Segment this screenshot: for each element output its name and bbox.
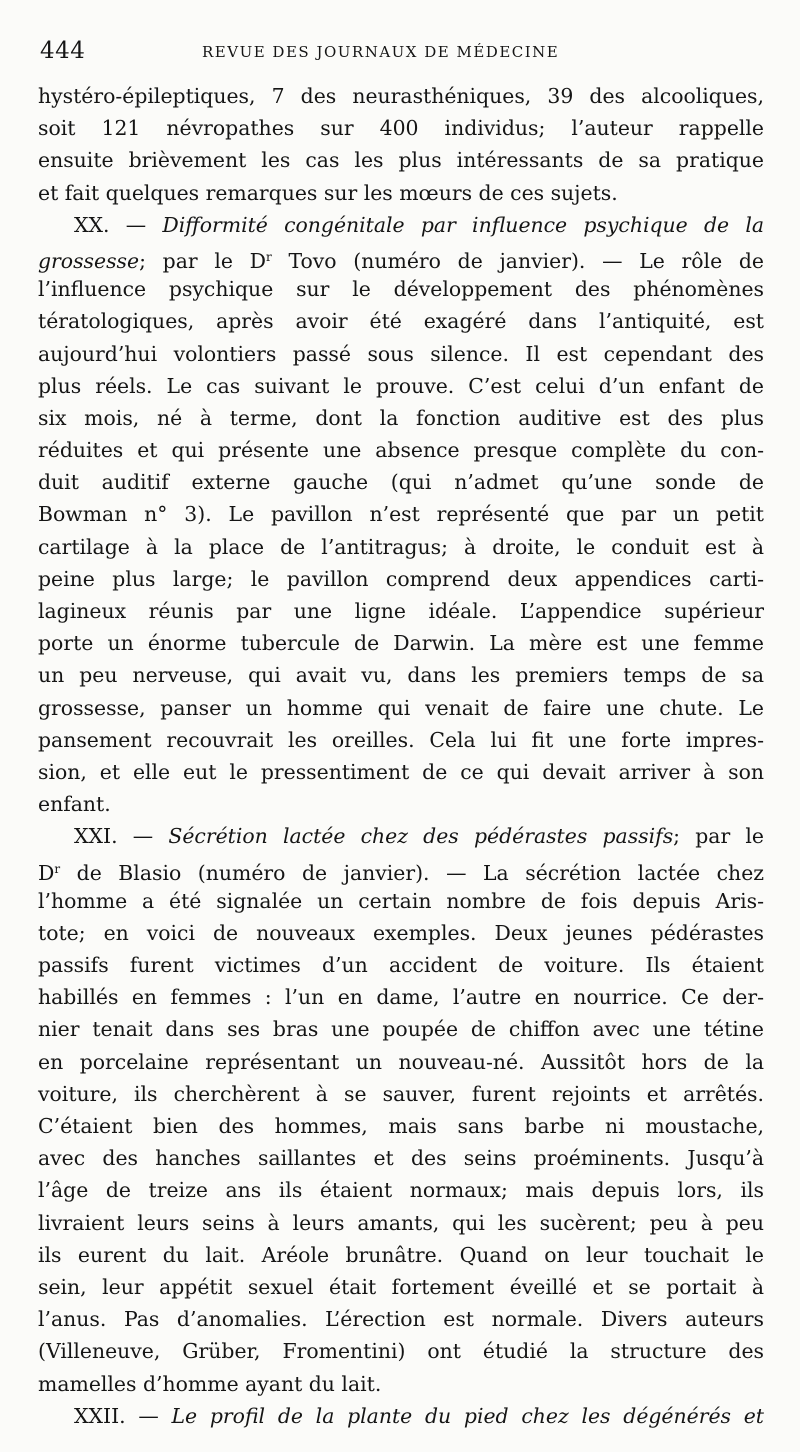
text-line bbox=[38, 466, 764, 498]
text-line bbox=[38, 434, 764, 466]
text-segment: ; par le D bbox=[139, 248, 266, 273]
text-line bbox=[38, 370, 764, 402]
text-segment: cartilage à la place de l’antitragus; à droite, le conduit est à bbox=[38, 534, 764, 559]
text-segment: D bbox=[38, 860, 55, 885]
text-line bbox=[38, 885, 764, 917]
superscript-text: r bbox=[266, 249, 272, 264]
italic-title-text: Le profil de la plante du pied chez les dégénérés et bbox=[171, 1403, 764, 1428]
text-line bbox=[38, 241, 764, 273]
text-line bbox=[38, 1271, 764, 1303]
text-line bbox=[38, 853, 764, 885]
text-line bbox=[38, 1174, 764, 1206]
text-line bbox=[38, 692, 764, 724]
text-line bbox=[38, 1046, 764, 1078]
text-segment: grossesse, panser un homme qui venait de faire une chute. Le bbox=[38, 695, 764, 720]
text-segment: duit auditif externe gauche (qui n’admet qu’une sonde de bbox=[38, 470, 764, 495]
text-segment: livraient leurs seins à leurs amants, qui les sucèrent; peu à peu bbox=[38, 1210, 764, 1235]
text-segment: peine plus large; le pavillon comprend deux appendices carti- bbox=[38, 566, 764, 591]
text-segment: et fait quelques remarques sur les mœurs de ces sujets. bbox=[38, 180, 618, 205]
text-segment: porte un énorme tubercule de Darwin. La mère est une femme bbox=[38, 631, 764, 656]
text-segment: lagineux réunis par une ligne idéale. L’appendice supérieur bbox=[38, 599, 764, 623]
paragraph bbox=[38, 209, 764, 821]
text-segment: l’influence psychique sur le développement des phénomènes bbox=[38, 277, 764, 302]
text-line bbox=[38, 80, 764, 112]
text-segment: en porcelaine représentant un nouveau-né. Aussitôt hors de la bbox=[38, 1049, 764, 1074]
text-line bbox=[38, 1400, 764, 1432]
text-segment: un peu nerveuse, qui avait vu, dans les premiers temps de sa bbox=[38, 663, 764, 688]
text-segment: ensuite brièvement les cas les plus intéressants de sa pratique bbox=[38, 148, 764, 173]
text-line bbox=[38, 659, 764, 691]
text-line bbox=[38, 402, 764, 434]
text-segment: plus réels. Le cas suivant le prouve. C’est celui d’un enfant de bbox=[38, 373, 764, 398]
text-segment: sion, et elle eut le pressentiment de ce qui devait arriver à son bbox=[38, 759, 764, 784]
italic-title-text: Difformité congénitale par influence psychique de la bbox=[162, 212, 764, 237]
text-line bbox=[38, 756, 764, 788]
text-segment: habillés en femmes : l’un en dame, l’autre en nourrice. Ce der- bbox=[38, 985, 764, 1010]
text-segment: XXII. — bbox=[74, 1403, 172, 1428]
text-line bbox=[38, 820, 764, 852]
running-head bbox=[38, 30, 764, 70]
text-line bbox=[38, 498, 764, 530]
text-line bbox=[38, 338, 764, 370]
text-segment: soit 121 névropathes sur 400 individus; l’auteur rappelle bbox=[38, 116, 764, 141]
paragraph bbox=[38, 820, 764, 1399]
text-segment: de Blasio (numéro de janvier). — La sécrétion lactée chez bbox=[60, 860, 764, 885]
superscript-text: r bbox=[54, 861, 61, 876]
text-segment: l’anus. Pas d’anomalies. L’érection est normale. Divers auteurs bbox=[38, 1307, 764, 1332]
text-line bbox=[38, 563, 764, 595]
paragraph bbox=[38, 80, 764, 209]
text-segment: tératologiques, après avoir été exagéré dans l’antiquité, est bbox=[38, 309, 764, 334]
text-line bbox=[38, 917, 764, 949]
text-segment: pansement recouvrait les oreilles. Cela lui fit une forte impres- bbox=[38, 727, 764, 752]
text-line bbox=[38, 1207, 764, 1239]
text-segment: tote; en voici de nouveaux exemples. Deux jeunes pédérastes bbox=[38, 920, 764, 945]
text-line bbox=[38, 981, 764, 1013]
text-line bbox=[38, 209, 764, 241]
text-line bbox=[38, 305, 764, 337]
text-segment: nier tenait dans ses bras une poupée de chiffon avec une tétine bbox=[38, 1017, 764, 1042]
text-line bbox=[38, 1335, 764, 1367]
page-number: 444 bbox=[40, 38, 86, 64]
text-line bbox=[38, 112, 764, 144]
paragraph bbox=[38, 1400, 764, 1432]
text-segment: mamelles d’homme ayant du lait. bbox=[38, 1371, 382, 1396]
text-segment: l’homme a été signalée un certain nombre de fois depuis Aris- bbox=[38, 888, 764, 913]
text-segment: voiture, ils cherchèrent à se sauver, furent rejoints et arrêtés. bbox=[38, 1081, 764, 1106]
text-segment: réduites et qui présente une absence presque complète du con- bbox=[38, 438, 764, 463]
text-segment: avec des hanches saillantes et des seins proéminents. Jusqu’à bbox=[38, 1146, 764, 1171]
text-segment: sein, leur appétit sexuel était fortement éveillé et se portait à bbox=[38, 1274, 764, 1299]
text-segment: XX. — bbox=[74, 212, 163, 237]
text-line bbox=[38, 531, 764, 563]
text-segment: C’étaient bien des hommes, mais sans barbe ni moustache, bbox=[38, 1114, 764, 1138]
text-line bbox=[38, 1110, 764, 1142]
text-line bbox=[38, 144, 764, 176]
text-line bbox=[38, 177, 764, 209]
text-line bbox=[38, 949, 764, 981]
text-segment: (Villeneuve, Grüber, Fromentini) ont étudié la structure des bbox=[38, 1339, 764, 1364]
text-line bbox=[38, 1239, 764, 1271]
text-segment: Bowman n° 3). Le pavillon n’est représenté que par un petit bbox=[38, 502, 764, 527]
italic-title-text: Sécrétion lactée chez des pédérastes passifs bbox=[168, 824, 674, 849]
text-segment: hystéro-épileptiques, 7 des neurasthéniques, 39 des alcooliques, bbox=[38, 84, 764, 108]
text-segment: passifs furent victimes d’un accident de voiture. Ils étaient bbox=[38, 953, 764, 978]
text-segment: six mois, né à terme, dont la fonction auditive est des plus bbox=[38, 405, 764, 430]
text-segment: Tovo (numéro de janvier). — Le rôle de bbox=[271, 248, 764, 273]
text-segment: ; par le bbox=[673, 824, 764, 849]
text-line bbox=[38, 788, 764, 820]
text-segment: l’âge de treize ans ils étaient normaux; mais depuis lors, ils bbox=[38, 1178, 764, 1203]
text-line bbox=[38, 1013, 764, 1045]
italic-title-text: grossesse bbox=[38, 248, 140, 273]
text-line bbox=[38, 627, 764, 659]
text-line bbox=[38, 273, 764, 305]
text-line bbox=[38, 1303, 764, 1335]
text-line bbox=[38, 595, 764, 627]
text-segment: ils eurent du lait. Aréole brunâtre. Quand on leur touchait le bbox=[38, 1242, 764, 1267]
text-line bbox=[38, 1142, 764, 1174]
text-line bbox=[38, 724, 764, 756]
text-segment: enfant. bbox=[38, 792, 111, 817]
text-line bbox=[38, 1368, 764, 1400]
body-text bbox=[38, 80, 764, 1432]
text-line bbox=[38, 1078, 764, 1110]
text-segment: aujourd’hui volontiers passé sous silence. Il est cependant des bbox=[38, 341, 764, 366]
text-segment: XXI. — bbox=[74, 824, 169, 849]
document-page bbox=[38, 30, 764, 1432]
running-title: REVUE DES JOURNAUX DE MÉDECINE bbox=[202, 43, 560, 61]
